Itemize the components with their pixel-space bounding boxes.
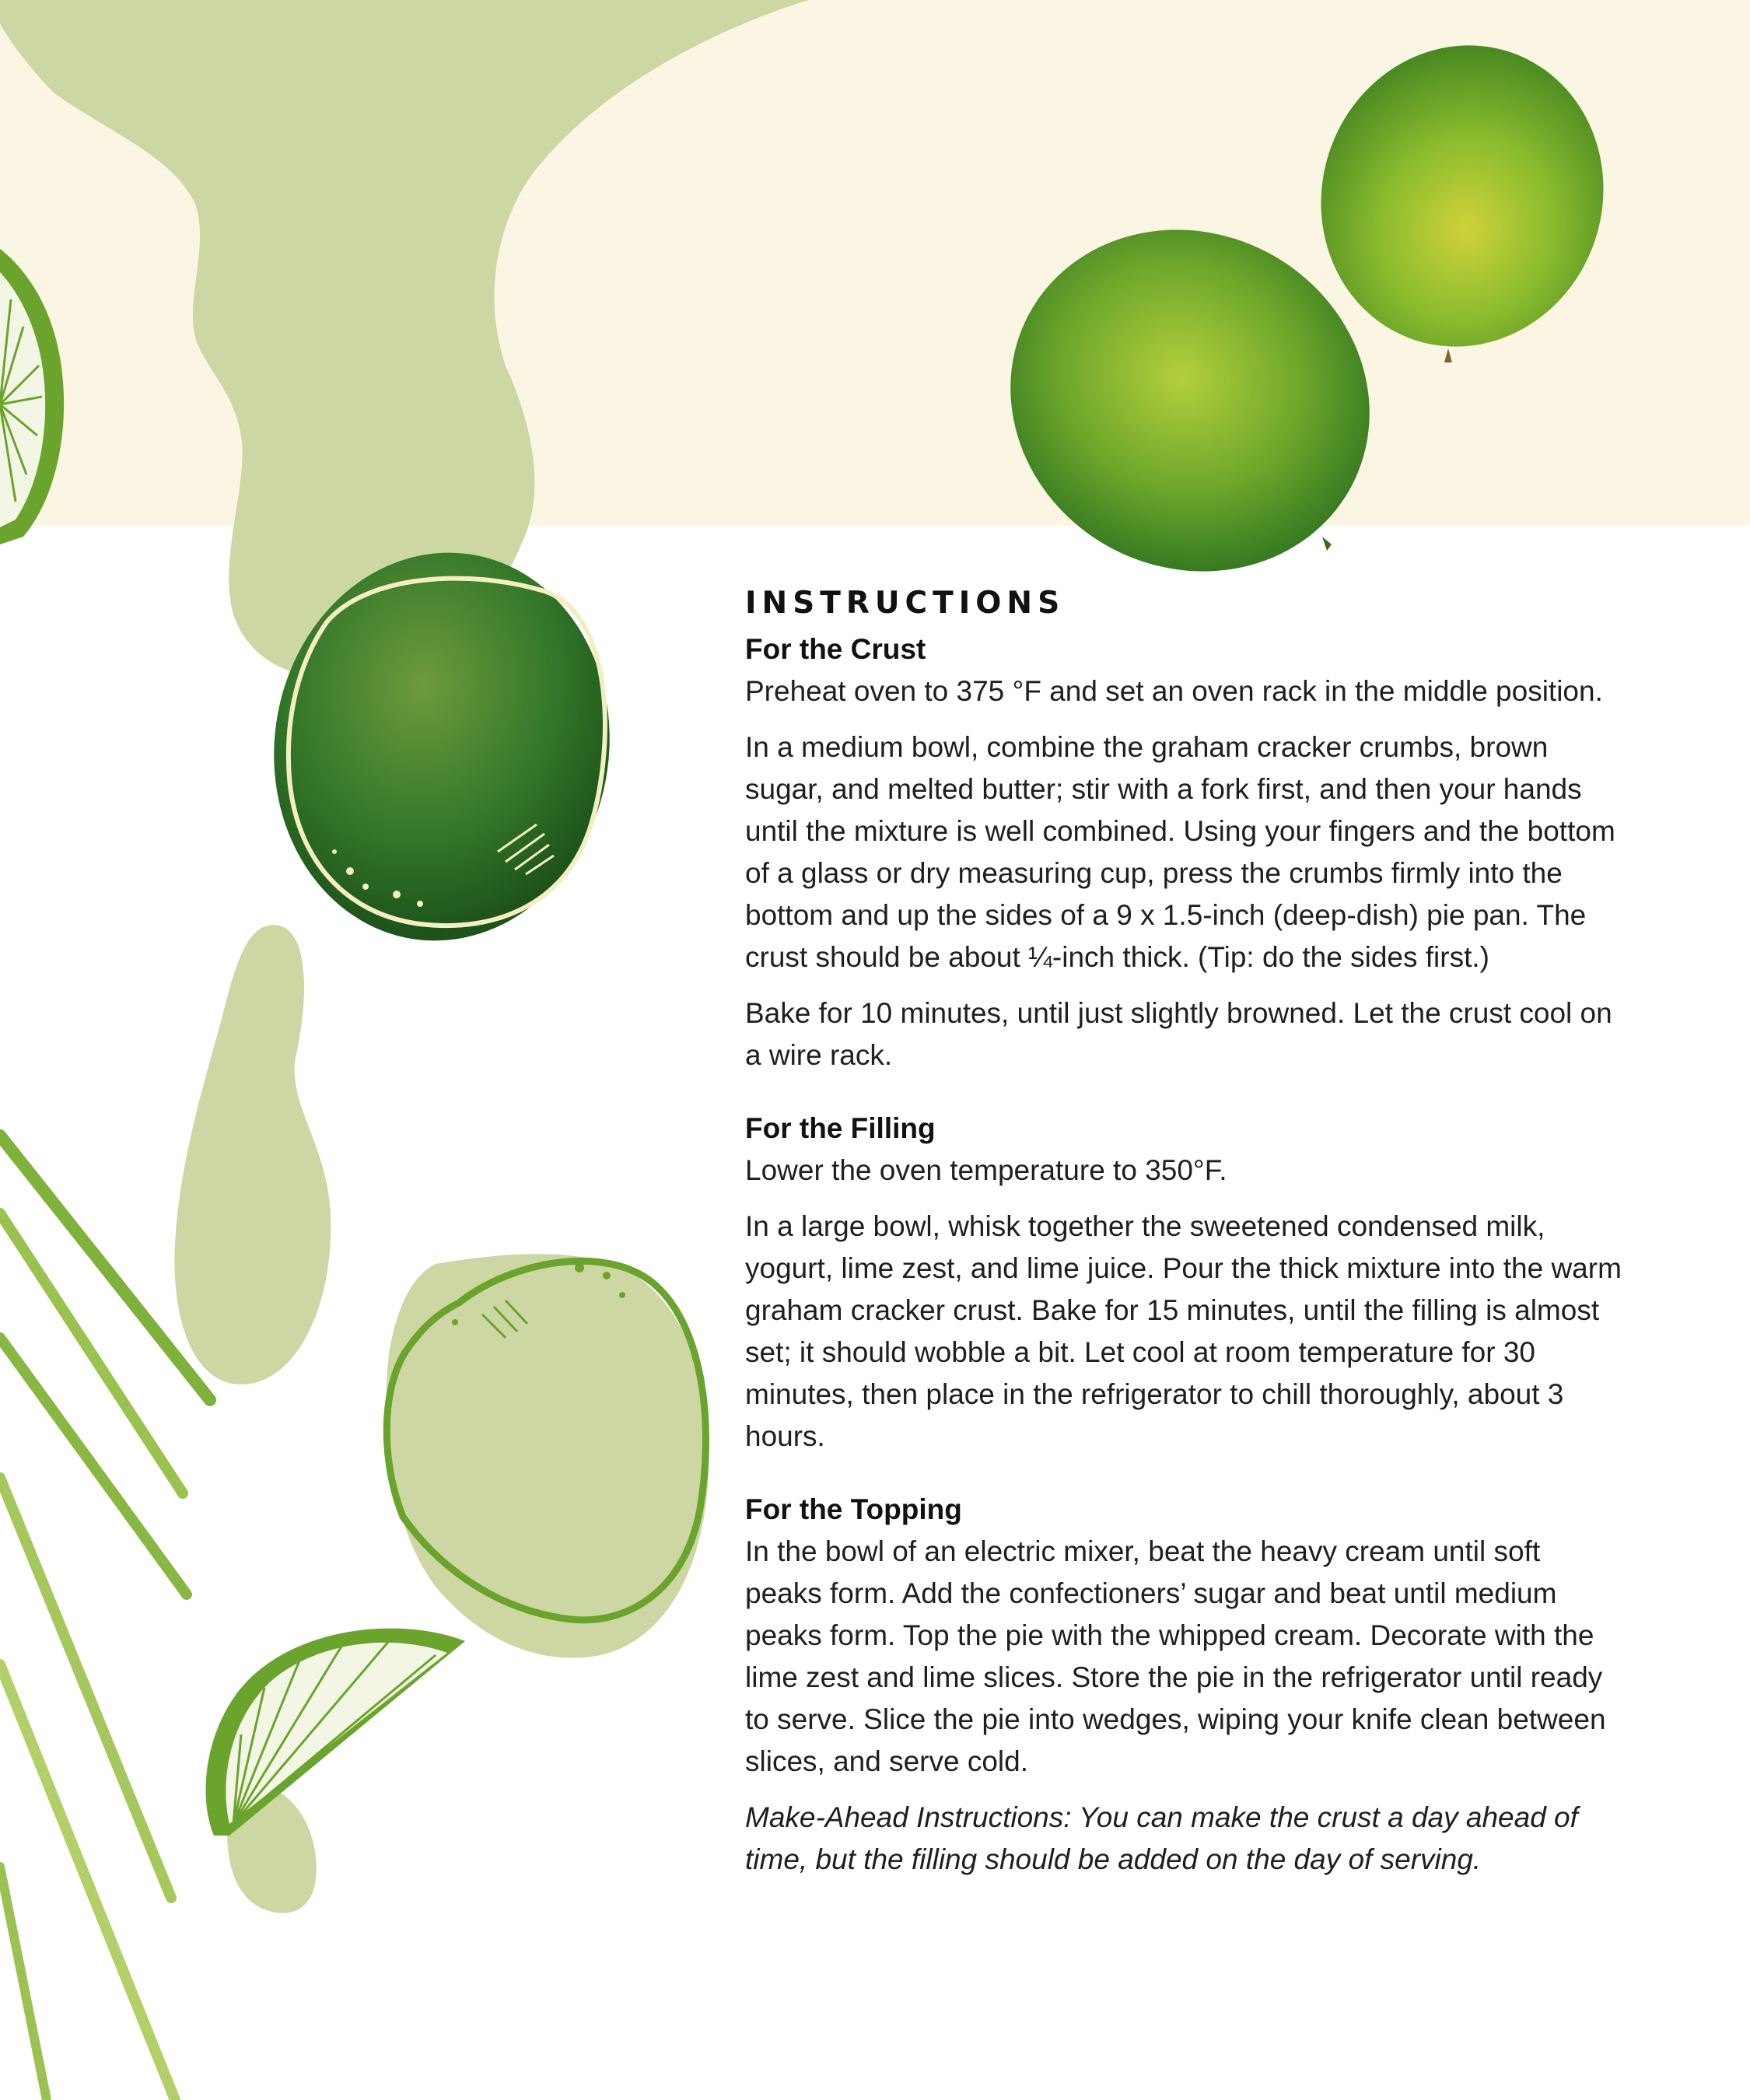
filling-title: For the Filling: [745, 1112, 936, 1144]
instructions-heading: INSTRUCTIONS: [745, 586, 1066, 621]
lime-slice-left-icon: [0, 249, 64, 544]
green-blob-shape: [174, 925, 331, 1384]
filling-section: [745, 1108, 1624, 1458]
instructions-panel: [745, 585, 1624, 1912]
filling-step: In a large bowl, whisk together the sweetened condensed milk, yogurt, lime zest, and lime juice. Pour the thick mixture into the warm graham cracker crust. Bake for 15 minutes, until the filling is almost set; it should wobble a bit. Let cool at room temperature for 30 minutes, then place in the refrigerator to chill thoroughly, about 3 hours.: [745, 1210, 1622, 1452]
filling-step: Lower the oven temperature to 350°F.: [745, 1154, 1227, 1186]
lime-wedge-icon: [205, 1629, 465, 1913]
lime-outline-circle-icon: [387, 1254, 709, 1657]
topping-step: In the bowl of an electric mixer, beat the heavy cream until soft peaks form. Add the confectioners’ sugar and beat until medium peaks form. Top the pie with the whipped cream. Decorate with the lime zest and lime slices. Store the pie in the refrigerator until ready to serve. Slice the pie into wedges, wiping your knife clean between slices, and serve cold.: [745, 1535, 1606, 1777]
crust-title: For the Crust: [745, 633, 926, 665]
make-ahead-note: Make-Ahead Instructions: You can make the crust a day ahead of time, but the filling should be added on the day of serving.: [745, 1801, 1578, 1875]
crust-section: [745, 628, 1624, 1076]
crust-step: Preheat oven to 375 °F and set an oven rack in the middle position.: [745, 675, 1603, 707]
topping-title: For the Topping: [745, 1493, 962, 1525]
topping-section: [745, 1489, 1624, 1881]
crust-step: In a medium bowl, combine the graham cracker crumbs, brown sugar, and melted butter; stir with a fork first, and then your hands until the mixture is well combined. Using your fingers and the bottom of a glass or dry measuring cup, press the crumbs firmly into the bottom and up the sides of a 9 x 1.5-inch (deep-dish) pie pan. The crust should be about ¼-inch thick. (Tip: do the sides first.): [745, 731, 1615, 973]
crust-step: Bake for 10 minutes, until just slightly browned. Let the crust cool on a wire rack.: [745, 997, 1612, 1071]
